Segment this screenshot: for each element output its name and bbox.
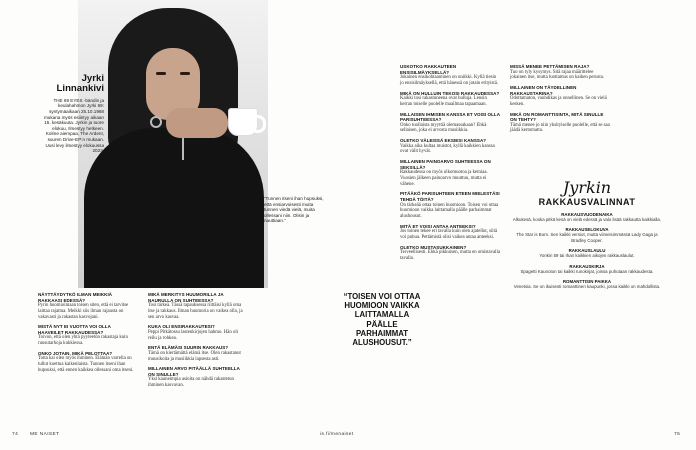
question: MIKÄ ON HULLUIN TEKOSI RAKKAUDESSA? [400, 90, 500, 96]
favorite-body: Spagetti Kaunoton tai kaikki runokirjat, joissa puhutaan rakkaudesta. [520, 268, 654, 274]
favorite-title: ROMANTTISIN PAIKKA [562, 279, 612, 285]
question: ONKO JOTAIN, MIKÄ PELOTTAA? [38, 350, 113, 356]
question: MIKÄ MERKITYS HUUMORILLA JA NAURULLA ON SUHTEESSA? [148, 292, 224, 303]
person-last-name: Linnankivi [56, 83, 104, 95]
question: OLETKO MUSTASUKKAINEN? [400, 244, 467, 250]
answer: Tämä on kiertämättä elämä itse. Olen rakastanut muusikoita ja musiikkia lapsesta asti. [148, 350, 241, 362]
site-url[interactable]: is.fi/menaiset [320, 432, 354, 437]
qa-column-3 [400, 64, 500, 262]
portrait-photo [78, 0, 268, 288]
person-first-name: Jyrki [81, 73, 104, 84]
question: USKOTKO RAKKAUTEEN ENSISILMÄYKSELLÄ? [400, 64, 457, 75]
intro-block [38, 74, 104, 154]
answer: Vaikka aika kultaa muistot, kyllä kaikkien kanssa ovat välit hyvät. [400, 143, 495, 155]
favorite-title: RAKKAUSLAULU [568, 248, 606, 254]
favorites-script-title: Jyrkin [562, 178, 612, 197]
photo-eye-left [156, 72, 166, 75]
question: MITÄ ET VOISI ANTAA ANTEEKSI? [400, 223, 476, 229]
question: MISSÄ MENEE PETTÄMISEN RAJA? [510, 64, 590, 69]
qa-column-2 [148, 292, 246, 389]
person-name [38, 74, 104, 95]
question: KUKA OLI ENSIRAKKAUTESI? [148, 324, 215, 330]
favorite-title: RAKKAUSELOKUVA [565, 227, 609, 233]
answer: Rakkaudessa on myös ulkomuotoa ja kemiaa. Vuosien jälkeen painoarvo muuttuu, mutta ei vähene. [400, 170, 488, 187]
answer: Terveellisesti. Ehkä pikkuisen, mutta en omistavalla tavalla. [400, 250, 500, 262]
question: MILLAINEN ON TÄYDELLINEN RAKKAUSTARINA? [510, 85, 577, 96]
answer: Totta kai olen myös ihminen. Elämän varrella on tullut koettua kaikenlaista. Tunnen itseni ihan hupsuksi, että ennen kaikkea ollessani oma itseni. [38, 356, 134, 373]
intro-bio: THE 69 EYES -bändin ja keulahahmon Jyrki 69: syntymäaikaan 25.10.1968 mukana myös esiintyy aikaan 15. kesäkuuta. Jyrkin ja tuore elokuu, Ilmestyy hetkeen. Kolme aiempaa, The Ardent, suuren Drive-EP:n mukaan. Uusi levy ilmestyy elokuussa 2023. [43, 97, 104, 154]
answer: Onko tuollaista myyttiä olemassakaan? Ehkä sellaisen, joka ei arvosta musiikkia. [400, 122, 487, 134]
pull-quote: “TOISEN VOI OTTAA HUOMIOON VAIKKA LAITTAMALLA PÄÄLLE PARHAIMMAT ALUSHOUSUT.” [343, 292, 421, 348]
favorites-heading: RAKKAUSVALINNAT [538, 197, 636, 207]
answer: Tosi tärkeä. Tässä tapauksessa riittäisi kyllä oma itse ja rakkaus. Ilman huumoria on vaikea olla, ja sen arvo kasvaa. [148, 303, 243, 320]
photo-ring [150, 116, 162, 128]
answer: Tuo on tyly kysymys. Sitä rajaa määrittelee jokainen itse, mutta luottamus on kaiken perusta. [510, 69, 605, 81]
photo-eye-right [180, 72, 190, 75]
magazine-brand: ME NAISET [30, 432, 60, 437]
answer: Pyrin huomioimaan toisen siten, että ei tarvitse laittaa rajattua. Meikki siis ilman rajausta on vakavasti ja rakastan kasvojani. [38, 303, 129, 320]
question: MILLAINEN PAINOARVO SUHTEESSA ON SEKSILLÄ? [400, 159, 491, 170]
question: OLETKO VÄLEISSÄ EKSIESI KANSSA? [400, 138, 487, 144]
qa-column-4 [510, 64, 610, 134]
page-number-right: 75 [674, 432, 681, 437]
favorite-body: Alkukesä, koska pitkä kesä on vielä edessä ja valo lisää rakkautta kaikkialla. [512, 217, 662, 222]
answer: Kaikki tosi rakastuneena ovat hulluja. Lensin kerran toiselle puolelle maailmaa tapaamaan. [400, 96, 487, 107]
favorites-box [512, 180, 662, 289]
photo-necklace [182, 138, 184, 160]
qa-column-1 [38, 292, 136, 374]
photo-mug [228, 108, 258, 136]
answer: Jos toinen tekee eri tavalla kuin olen ajatellut, siitä voi puhua. Pettämistä olisi vaikea antaa anteeksi. [400, 229, 498, 241]
favorite-body: Yonkin 59 tai Ihan kaikkien aikojen rakkauslaulut. [539, 253, 635, 259]
question: PITÄÄKÖ PARISUHTEEN ETEEN MIELESTÄSI TEHDÄ TÖITÄ? [400, 191, 500, 203]
favorite-title: RAKKAUSKIRJA [569, 263, 605, 269]
favorite-title: RAKKAUSVUODENAIKA [561, 212, 613, 217]
answer: Yksi kauneimpia asioita on nähdä rakastetun ihminen kasvavan. [148, 377, 234, 389]
photo-hand [166, 108, 228, 138]
question: MISTÄ NYT EI VUOTTA VOI OLLA HAAVEILET RAKKAUDESSA? [38, 324, 111, 335]
question: MILLAISEN IHMISEN KANSSA ET VOISI OLLA PARISUHTEESSA? [400, 111, 500, 123]
photo-caption: “Tunnen itseni ihan hupsuksi, että ensiarvoisesti muita tunnen viedä vielä, muita ollessani niin. Olisin ja nauttiaan.” [264, 196, 324, 224]
question: MIKÄ ON ROMANTTISINTA, MITÄ SINULLE ON TEHTY? [510, 111, 604, 123]
answer: Toivon, että olen yhtä pyyteetön rakastaja kuin ruusutarhoja kukkiessa. [38, 335, 128, 347]
answer: Odottamaton, vauhdikas ja onnellinen. Se on vielä kesken. [510, 96, 607, 107]
answer: Peppi Pitkätossu lastenkirjojen hahmo. Hän oli reilu ja rohkea. [148, 329, 239, 341]
favorite-body: The Star is Born. Sen kaikki versiot, mutta viimeisimmässä Lady Gaga ja Bradley Cooper. [516, 232, 658, 243]
answer: Jokainen ensikohtaaminen on uniikki. Kyllä tiesin jo ensisilmäyksellä, että hänessä on jotain erityistä. [400, 75, 499, 86]
question: NÄYTTÄYDYTKÖ ILMAN MEIKKIÄ RAKKAASI EDESSÄ? [38, 292, 113, 303]
question: MILLAINEN ARVO PITÄÄLLÄ SUHTEELLA ON SINULLE? [148, 366, 240, 377]
photo-body [84, 128, 264, 288]
answer: On tärkeää ottaa toinen huomioon. Toisen voi ottaa huomioon vaikka laittamalla päälle parhaimmat alushousut. [400, 202, 499, 220]
answer: Tämä menee jo niin yksityiselle puolelle, että se saa jäädä kertomatta. [510, 122, 610, 134]
question: ENTÄ ELÄMÄSI SUURIN RAKKAUS? [148, 345, 229, 351]
page-number-left: 74 [12, 432, 19, 437]
favorite-body: Venetsia. Se on ikuisesti romanttinen kaupunki, jossa kaikki on mahdollista. [513, 284, 661, 290]
